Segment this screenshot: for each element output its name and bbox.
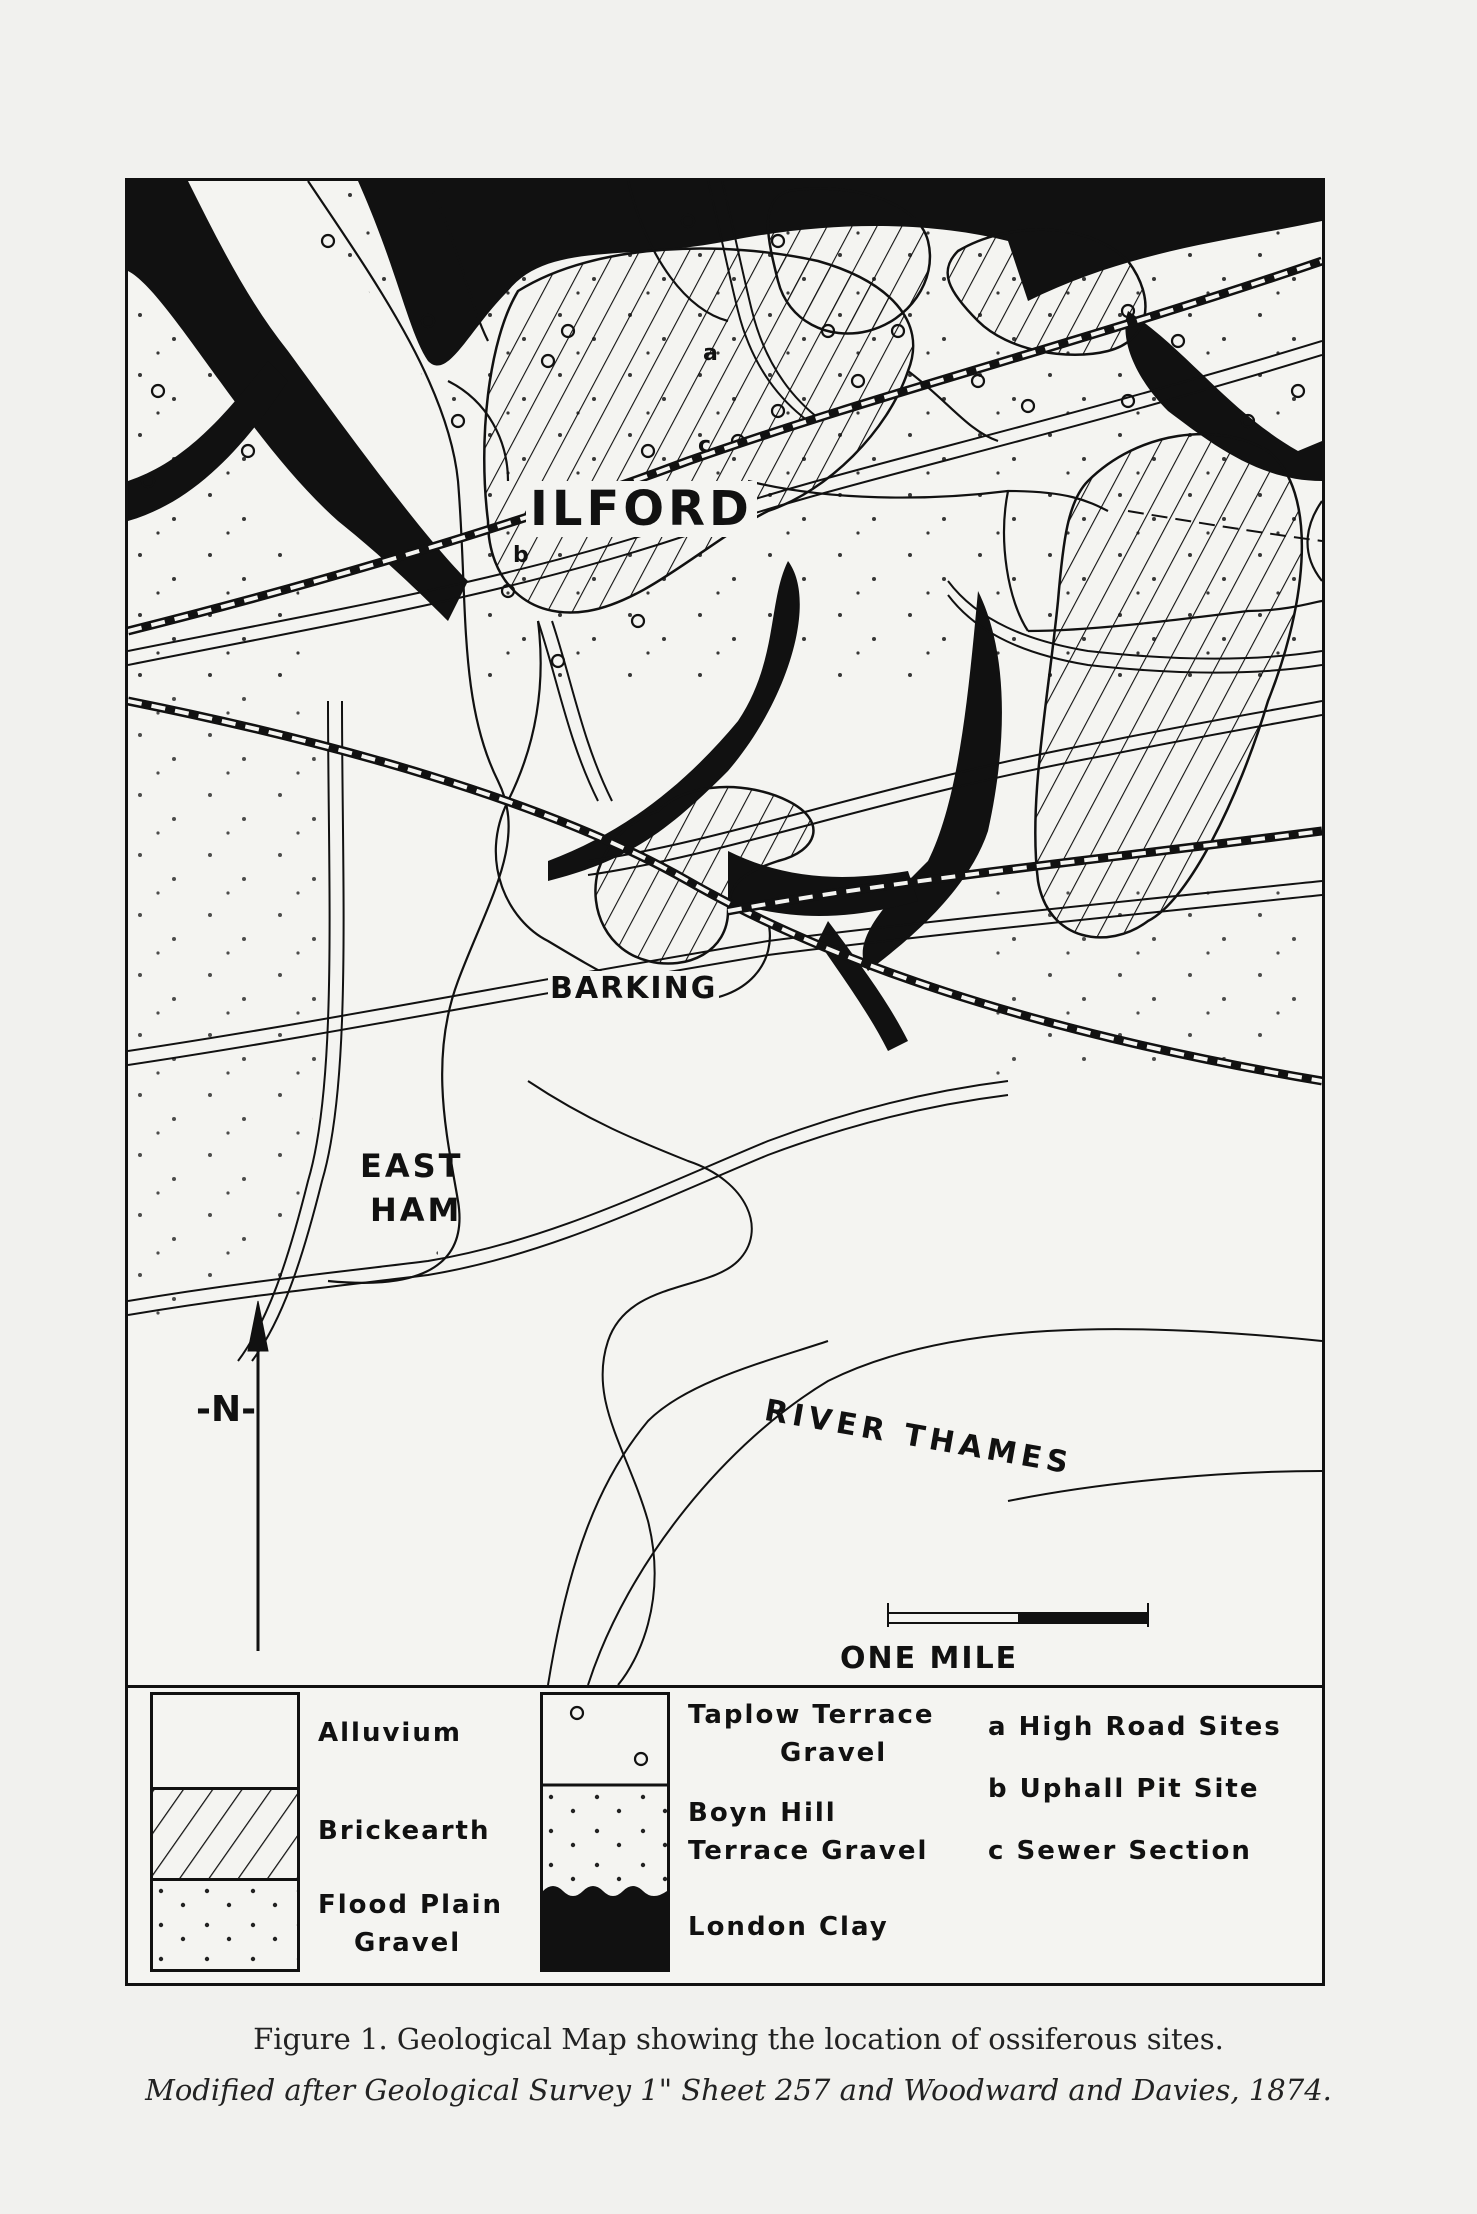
legend-taplow-line1: Taplow Terrace [688, 1700, 935, 1730]
river-thames-label: RIVER THAMES [761, 1393, 1076, 1482]
legend-swatch-flood-plain [153, 1881, 297, 1969]
figure-caption: Figure 1. Geological Map showing the location of ossiferous sites. [253, 2022, 1224, 2056]
barking-label: BARKING [550, 971, 718, 1006]
ilford-label: ILFORD [526, 481, 757, 537]
legend-swatch-taplow [543, 1695, 667, 1787]
map-drawing [128, 181, 1322, 1685]
legend-swatch-boyn-hill [543, 1787, 667, 1883]
legend-swatch-alluvium [153, 1695, 297, 1790]
legend-swatch-brickearth [153, 1790, 297, 1878]
geological-map [125, 178, 1325, 1986]
legend-site-c: c Sewer Section [988, 1836, 1252, 1866]
north-label: -N- [196, 1389, 257, 1430]
legend-site-b: b Uphall Pit Site [988, 1774, 1260, 1804]
site-c-marker: c [698, 433, 714, 458]
legend-brickearth: Brickearth [318, 1816, 491, 1846]
east-ham-label-line2: HAM [370, 1191, 463, 1229]
legend-boyn-hill-line2: Terrace Gravel [688, 1836, 929, 1866]
legend-alluvium: Alluvium [318, 1718, 462, 1748]
legend-flood-plain-line1: Flood Plain [318, 1890, 503, 1920]
figure-source-note: Modified after Geological Survey 1" Sheet 257 and Woodward and Davies, 1874. [145, 2073, 1332, 2107]
scale-label: ONE MILE [840, 1641, 1019, 1676]
legend-taplow-line2: Gravel [780, 1738, 888, 1768]
legend-middle-column [540, 1692, 670, 1972]
legend-left-column [150, 1692, 300, 1972]
site-a-marker: a [703, 341, 720, 366]
map-legend [128, 1685, 1322, 1986]
legend-site-a: a High Road Sites [988, 1712, 1282, 1742]
legend-swatch-london-clay [543, 1877, 667, 1969]
east-ham-label-line1: EAST [360, 1147, 464, 1185]
legend-flood-plain-line2: Gravel [354, 1928, 462, 1958]
legend-london-clay: London Clay [688, 1912, 889, 1942]
legend-boyn-hill-line1: Boyn Hill [688, 1798, 837, 1828]
site-b-marker: b [513, 543, 531, 568]
